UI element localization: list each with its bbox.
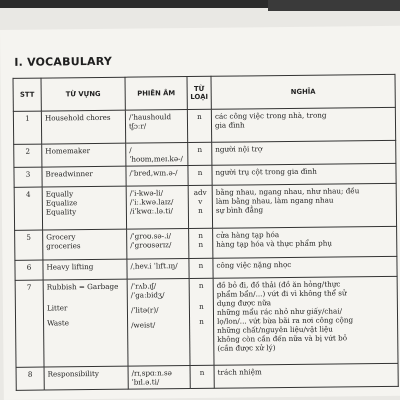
header-stt: STT [13, 78, 41, 111]
cell-type [189, 228, 213, 258]
cell-stt: 2 [14, 144, 42, 167]
cell-type [190, 365, 214, 388]
phonetic-text: /ˌhev.i ˈlɪft.ɪŋ/ [130, 261, 178, 271]
meaning-text: làm bằng nhau, làm ngang nhau [215, 195, 334, 206]
phonetic-text: /ˈlitə(r)/ [130, 305, 159, 315]
cell-type [188, 142, 212, 165]
cell-stt: 1 [13, 111, 41, 144]
phonetic-text: /ˈhaushould tʃɔːr/ [128, 112, 172, 131]
cell-meaning [213, 276, 398, 365]
cell-meaning [212, 183, 396, 228]
vocab-word: groceries [46, 241, 81, 251]
cell-word [42, 186, 126, 230]
cell-ipa [125, 110, 187, 144]
cell-type [188, 165, 212, 185]
table-row [15, 226, 397, 260]
word-type: n [198, 230, 204, 240]
cell-word [44, 366, 128, 390]
vocab-word: Heavy lifting [46, 262, 94, 272]
cell-meaning [213, 256, 397, 278]
vocabulary-table [13, 74, 399, 391]
phonetic-text: /ˈi-kwə-li/ [129, 188, 164, 198]
cell-stt: 6 [15, 260, 43, 280]
vocab-word: Equality [45, 207, 77, 217]
word-type: n [199, 316, 204, 326]
cell-ipa [126, 166, 188, 187]
word-type: n [199, 367, 205, 377]
meaning-text: những mẩu rác nhỏ như giấy/chai/ [216, 306, 343, 317]
phonetic-text: /ˈɡroʊ.sə-.i/ [130, 231, 172, 241]
cell-type [187, 109, 211, 142]
cell-ipa [126, 143, 188, 167]
cell-word [41, 110, 125, 144]
cell-meaning [212, 163, 396, 185]
phonetic-text: /iˈkwɑː.lə.ti/ [129, 206, 173, 216]
cell-stt: 5 [15, 230, 43, 260]
cell-meaning [211, 107, 395, 142]
cell-type [189, 278, 214, 365]
cell-ipa [128, 366, 190, 390]
document-page [0, 26, 400, 400]
cell-word [42, 166, 126, 187]
cell-meaning [214, 363, 398, 388]
cell-meaning [212, 140, 396, 165]
cell-ipa [127, 279, 190, 367]
vocab-word: Litter [46, 303, 68, 313]
cell-ipa [127, 229, 189, 260]
meaning-text: người nội trợ [215, 144, 263, 154]
cell-stt: 8 [16, 367, 44, 390]
word-type: n [197, 144, 203, 154]
word-type: n [198, 239, 204, 249]
meaning-text: dụng được nữa [216, 298, 272, 308]
phonetic-text: /ˈbred,wɪn.ə-/ [129, 168, 178, 178]
header-type: TỪ LOẠI [187, 76, 211, 109]
cell-word [42, 143, 126, 167]
meaning-text: sự bình đẳng [215, 205, 264, 215]
meaning-text: người trụ cột trong gia đình [215, 166, 317, 177]
cell-ipa [126, 186, 188, 230]
table-row [15, 276, 398, 367]
meaning-text: bằng nhau, ngang nhau, như nhau; đều [215, 186, 360, 197]
header-ipa: PHIÊN ÂM [125, 77, 187, 111]
table-row [13, 107, 395, 144]
cell-stt: 7 [15, 280, 44, 367]
cell-ipa [127, 259, 189, 280]
meaning-text: hàng tạp hóa và thực phẩm phụ [216, 238, 332, 249]
cell-type [188, 185, 212, 228]
phonetic-text: /ˈɡaːbidʒ/ [130, 290, 165, 300]
meaning-text: công việc nặng nhọc [216, 259, 292, 270]
table-row [14, 183, 396, 230]
meaning-text: phẩm bẩn/...) vứt đi vì không thể sử [216, 288, 347, 299]
phonetic-text: /ˈiː.kwə.laɪz/ [129, 197, 174, 207]
vocab-word: Breadwinner [45, 169, 93, 179]
table-row [16, 363, 398, 390]
word-type: n [197, 111, 202, 121]
cell-stt: 3 [14, 167, 42, 187]
meaning-text: không còn cần đến nữa và bị vứt bỏ [217, 333, 348, 344]
cell-type [189, 258, 213, 278]
meaning-text: trách nhiệm [217, 367, 262, 377]
vocab-word: Homemaker [45, 146, 91, 156]
meaning-text: những chất/nguyên liệu/vật liệu [217, 324, 333, 335]
word-type: n [198, 280, 204, 290]
phonetic-text: /rɪˌspɑːn.səˈbɪl.ə.ti/ [131, 368, 172, 387]
vocab-word: Household chores [44, 112, 111, 123]
phonetic-text: /ˈrʌb.ɪʃ/ [130, 281, 157, 291]
vocab-word: Waste [47, 318, 70, 328]
meaning-text: gia đình [214, 120, 245, 130]
section-title: I. VOCABULARY [14, 54, 113, 69]
table-header-row [13, 74, 395, 111]
word-type: n [197, 167, 203, 177]
phonetic-text: /ˈɡroʊsərɪz/ [130, 240, 172, 250]
phonetic-text: /ˈhoʊm,meɪ.kə-/ [129, 145, 184, 164]
word-type: n [199, 301, 204, 311]
cell-word [43, 229, 127, 260]
phonetic-text: /weist/ [131, 320, 156, 330]
word-type: adv [193, 187, 207, 197]
vocab-word: Grocery [46, 232, 76, 242]
word-type: n [198, 205, 203, 215]
cell-stt: 4 [14, 187, 42, 230]
header-word: TỪ VỰNG [41, 77, 125, 111]
meaning-text: đồ bỏ đi, đồ thải (đồ ăn hỏng/thực [216, 279, 341, 290]
vocab-word: Equally [45, 189, 74, 199]
word-type: n [198, 260, 204, 270]
vocab-word: Rubbish = Garbage [46, 281, 119, 292]
meaning-text: lọ/lon/... vứt bừa bãi ra nơi công cộng [217, 315, 354, 326]
cell-word [43, 259, 127, 280]
meaning-text: cửa hàng tạp hóa [216, 230, 280, 240]
cell-word [43, 279, 128, 367]
vocab-word: Equalize [45, 198, 78, 208]
adjacent-page-tab [268, 0, 400, 11]
meaning-text: (cần được xử lý) [217, 343, 276, 353]
vocab-word: Responsibility [47, 368, 100, 379]
word-type: v [198, 196, 203, 206]
cell-meaning [213, 226, 397, 258]
header-meaning: NGHĨA [211, 74, 395, 109]
meaning-text: các công việc trong nhà, trong [214, 110, 327, 121]
